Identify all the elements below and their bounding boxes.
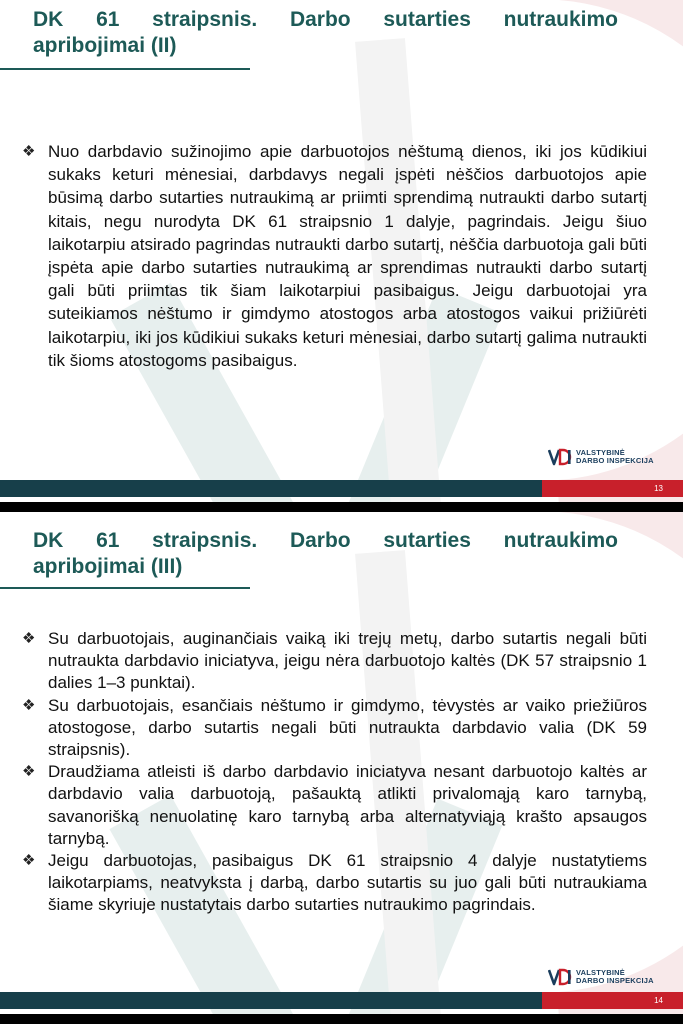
bullet-text: Draudžiama atleisti iš darbo darbdavio iniciatyva nesant darbuotojo kaltės ar darbdavio valia darbuotoją, pašauktą atlikti privalomąją karo tarnybą, savanorišką nenuolatinę karo tarnybą arba alternatyviąją krašto apsaugos tarnybą. bbox=[48, 762, 647, 848]
slide-title bbox=[33, 528, 618, 580]
title-underline bbox=[0, 68, 250, 70]
slide-title-line-1: DK 61 straipsnis. Darbo sutarties nutraukimo bbox=[33, 8, 618, 31]
vdi-logo-icon bbox=[548, 968, 572, 986]
logo-text bbox=[576, 449, 654, 466]
title-underline bbox=[0, 587, 250, 589]
list-item bbox=[22, 761, 647, 850]
footer-bar bbox=[0, 480, 542, 497]
vdi-logo-icon bbox=[548, 448, 572, 466]
bullet-text: Jeigu darbuotojas, pasibaigus DK 61 straipsnio 4 dalyje nustatytiems laikotarpiams, neatvyksta į darbą, darbo sutartis su juo gali būti nutraukiama šiame skyriuje nustatytais darbo sutarties nutraukimo pagrindais. bbox=[48, 851, 647, 915]
bullet-list bbox=[22, 140, 647, 372]
slide-title-line-2: apribojimai (II) bbox=[33, 34, 177, 57]
bullet-text: Nuo darbdavio sužinojimo apie darbuotojos nėštumą dienos, iki jos kūdikiui sukaks keturi mėnesiai, darbdavys negali įspėti nėščios darbuotojos apie būsimą darbo sutarties nutraukimą ar priimti sprendimą nutraukti darbo sutartį kitais, negu nurodyta DK 61 straipsnio 1 dalyje, pagrindais. Jeigu šiuo laikotarpiu atsirado pagrindas nutraukti darbo sutartį, nėščia darbuotoja gali būti įspėta apie darbo sutarties nutraukimą ar sprendimas nutraukti darbo sutartį gali būti priimtas tik šiam laikotarpiui pasibaigus. Jeigu darbuotojai yra suteikiamos nėštumo ir gimdymo atostogos arba atostogos vaikui prižiūrėti laikotarpiu, iki jos kūdikiui sukaks keturi mėnesiai, darbo sutartį galima nutraukti tik šioms atostogoms pasibaigus. bbox=[48, 142, 647, 370]
vdi-logo bbox=[548, 968, 654, 986]
slide-14 bbox=[0, 512, 683, 1014]
slide-title bbox=[33, 7, 618, 59]
slide-title-line-1: DK 61 straipsnis. Darbo sutarties nutraukimo bbox=[33, 529, 618, 552]
page-number: 14 bbox=[654, 996, 663, 1005]
list-item bbox=[22, 140, 647, 372]
bullet-text: Su darbuotojais, auginančiais vaiką iki trejų metų, darbo sutartis negali būti nutraukta darbdavio iniciatyva, jeigu nėra darbuotojo kaltės (DK 57 straipsnio 1 dalies 1–3 punktai). bbox=[48, 629, 647, 693]
diamond-bullet-icon: ❖ bbox=[22, 630, 36, 647]
logo-line-2: DARBO INSPEKCIJA bbox=[576, 456, 654, 465]
diamond-bullet-icon: ❖ bbox=[22, 696, 36, 714]
list-item bbox=[22, 695, 647, 762]
list-item bbox=[22, 850, 647, 917]
logo-line-1: VALSTYBINĖ bbox=[576, 447, 625, 457]
diamond-bullet-icon: ❖ bbox=[22, 143, 36, 160]
slide-13 bbox=[0, 0, 683, 502]
diamond-bullet-icon: ❖ bbox=[22, 852, 36, 870]
bullet-text: Su darbuotojais, esančiais nėštumo ir gimdymo, tėvystės ar vaiko priežiūros atostogose, darbo sutartis negali būti nutraukta darbdavio valia (DK 59 straipsnis). bbox=[48, 695, 647, 760]
diamond-bullet-icon: ❖ bbox=[22, 763, 36, 781]
bullet-list bbox=[22, 628, 647, 917]
vdi-logo bbox=[548, 448, 654, 466]
logo-text bbox=[576, 969, 654, 986]
slide-title-line-2: apribojimai (III) bbox=[33, 555, 183, 578]
list-item bbox=[22, 628, 647, 695]
logo-line-1: VALSTYBINĖ bbox=[576, 967, 625, 977]
page-number: 13 bbox=[654, 484, 663, 493]
logo-line-2: DARBO INSPEKCIJA bbox=[576, 976, 654, 985]
footer-bar bbox=[0, 992, 542, 1009]
